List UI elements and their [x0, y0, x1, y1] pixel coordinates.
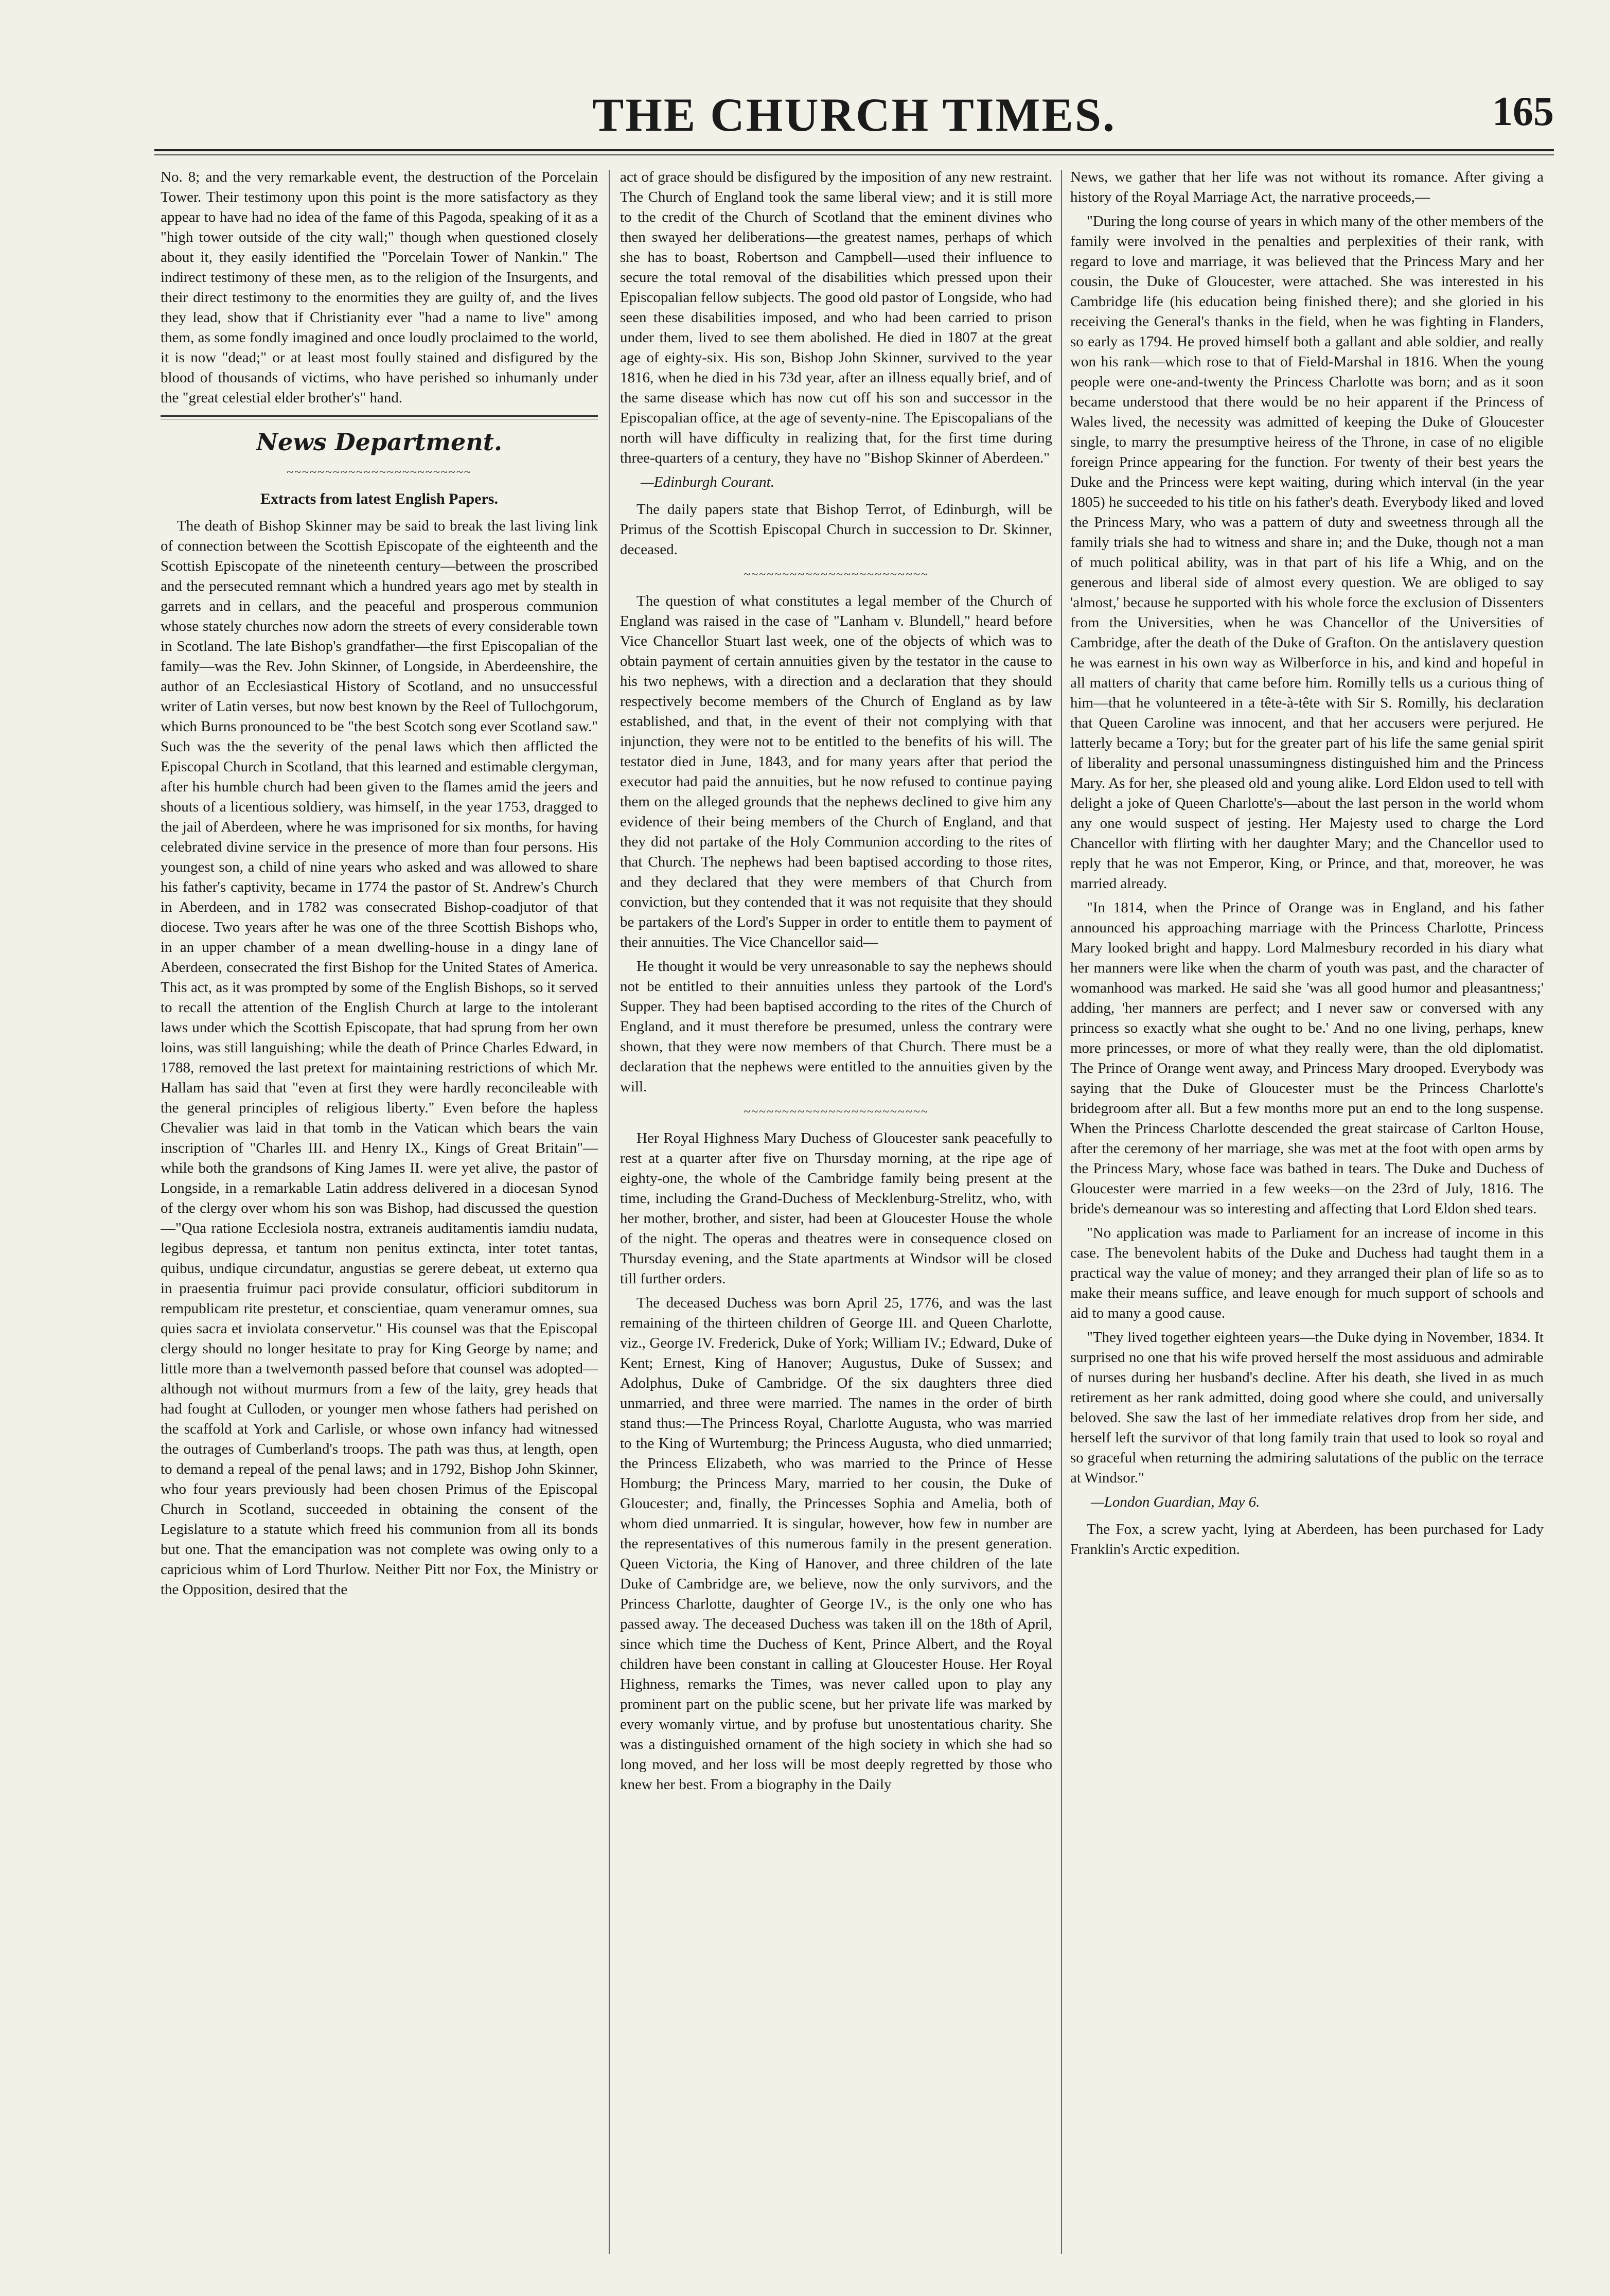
article-paragraph: He thought it would be very unreasonable to say the nephews should not be entitled to their annuities unless they partook of the Lord's Supper. They had been baptised according to the rites of the Church of England, and it must therefore be presumed, unless the contrary were shown, that they were now members of that Church. There must be a declaration that the nephews were entitled to the annuities given by the will. — [620, 958, 1052, 1095]
article-paragraph: News, we gather that her life was not without its romance. After giving a history of the Royal Marriage Act, the narrative proceeds,— — [1070, 169, 1544, 205]
column-divider — [1061, 170, 1062, 2254]
article-paragraph: The death of Bishop Skinner may be said to break the last living link of connection between the Scottish Episcopate of the eighteenth and the Scottish Episcopate of the nineteenth century—between the proscribed and the persecuted remnant which a hundred years ago met by stealth in garrets and in cellars, and the peaceful and prosperous communion whose stately churches now adorn the streets of every considerable town in Scotland. The late Bishop's grandfather—the first Episcopalian of the family—was the Rev. John Skinner, of Longside, in Aberdeenshire, the author of an Ecclesiastical History of Scotland, and no unsuccessful writer of Latin verses, but now best known by the Reel of Tullochgorum, which Burns pronounced to be "the best Scotch song ever Scotland saw." Such was the the severity of the penal laws which then afflicted the Episcopal Church in Scotland, that this learned and estimable clergyman, after his humble church had been given to the flames amid the jeers and shouts of a licentious soldiery, was himself, in the year 1753, dragged to the jail of Aberdeen, where he was imprisoned for six months, for having celebrated divine service in the presence of more than four persons. His youngest son, a child of nine years who asked and was allowed to share his father's captivity, became in 1774 the pastor of St. Andrew's Church in Aberdeen, and in 1782 was consecrated Bishop-coadjutor of that diocese. Two years after he was one of the three Scottish Bishops who, in an upper chamber of a mean dwelling-house in a dingy lane of Aberdeen, consecrated the first Bishop for the United States of America. This act, as it was prompted by some of the English Bishops, so it served to recall the attention of the English Church at large to the intolerant laws under which the Scottish Episcopate, that had sprung from her own loins, was still languishing; while the death of Prince Charles Edward, in 1788, removed the last pretext for maintaining restrictions of which Mr. Hallam has said that "even at first they were hardly reconcileable with the general principles of religious liberty." Even before the hapless Chevalier was laid in that tomb in the Vatican which bears the vain inscription of "Charles III. and Henry IX., Kings of Great Britain"—while both the grandsons of King James II. were yet alive, the pastor of Longside, in a remarkable Latin address delivered in a diocesan Synod of the clergy over whom his son was Bishop, had discussed the question—"Qua ratione Ecclesiola nostra, extraneis auditamentis iamdiu nudata, legibus depressa, et tantum non penitus extincta, inter totet tantas, quibus, undique circundatur, angustias se gerere debeat, ut externo qua in praesentia fruimur paci provide consulatur, officiori subditorum in rempublicam rite prestetur, et conscientiae, quam veneramur omnes, sua quies sacra et inviolata conservetur." His counsel was that the Episcopal clergy should no longer hesitate to pray for King George by name; and little more than a twelvemonth passed before that counsel was adopted—although not without murmurs from a few of the laity, grey heads that had fought at Culloden, or younger men whose fathers had perished on the scaffold at York and Carlisle, or whose own infancy had witnessed the outrages of Cumberland's troops. The path was thus, at length, open to demand a repeal of the penal laws; and in 1792, Bishop John Skinner, who four years previously had been chosen Primus of the Episcopal Church in Scotland, succeeded in obtaining the consent of the Legislature to a statute which freed his communion from all its bonds but one. That the emancipation was not complete was owing only to a capricious whim of Lord Thurlow. Neither Pitt nor Fox, the Ministry or the Opposition, desired that the — [161, 518, 598, 1598]
wave-separator: ~~~~~~~~~~~~~~~~~~~~~~~~ — [744, 1105, 929, 1119]
article-paragraph: Her Royal Highness Mary Duchess of Gloucester sank peacefully to rest at a quarter after five on Thursday morning, at the ripe age of eighty-one, the whole of the Cambridge family being present at the time, including the Grand-Duchess of Mecklenburg-Strelitz, who, with her mother, brother, and sister, had been at Gloucester House the whole of the night. The operas and theatres were in consequence closed on Thursday evening, and the State apartments at Windsor will be closed till further orders. — [620, 1130, 1052, 1287]
masthead-rule — [154, 149, 1554, 151]
article-paragraph: "During the long course of years in which many of the other members of the family were involved in the penalties and perplexities of their rank, with regard to love and marriage, it was believed that the Princess Mary and her cousin, the Duke of Gloucester, were attached. She was interested in his Cambridge life (his education being finished there); and she gloried in his receiving the General's thanks in the field, when he was fighting in Flanders, so early as 1794. He proved himself both a gallant and able soldier, and really won his rank—which rose to that of Field-Marshal in 1816. When the young people were one-and-twenty the Princess Charlotte was born; and as it soon became understood that there would be no heir apparent if the Princess of Wales lived, the necessity was admitted of keeping the Duke of Gloucester single, to marry the presumptive heiress of the Throne, in case of no eligible foreign Prince appearing for the function. For twenty of their best years the Duke and the Princess were kept waiting, during which interval (in the year 1805) he succeeded to his title on his father's death. Everybody liked and loved the Princess Mary, who was a pattern of duty and sweetness through all the family trials she had to witness and share in; and the Duke, though not a man of much political ability, was in that part of his life a Whig, and on the generous and liberal side of almost every question. We are obliged to say 'almost,' because he supported with his whole force the exclusion of Dissenters from the Universities, when he was Chancellor of the Universities of Cambridge, after the death of the Duke of Grafton. On the antislavery question he was earnest in his own way as Wilberforce in his, and kind and hopeful in all matters of charity that came before him. Romilly tells us a curious thing of him—that he volunteered in a tête-à-tête with Sir S. Romilly, his declaration that Queen Caroline was innocent, and that her accusers were perjured. He latterly became a Tory; but for the greater part of his life the same genial spirit of liberality and personal unassumingness distinguished him and the Princess Mary. As for her, she pleased old and young alike. Lord Eldon used to tell with delight a joke of Queen Charlotte's—about the last person in the world whom any one would suspect of jesting. Her Majesty used to charge the Lord Chancellor with flirting with her daughter Mary; and the Chancellor used to reply that he was not Emperor, King, or Prince, and that, moreover, he was married already. — [1070, 213, 1544, 892]
section-rule — [161, 415, 598, 417]
masthead — [154, 82, 1554, 144]
article-paragraph: The deceased Duchess was born April 25, 1776, and was the last remaining of the thirteen children of George III. and Queen Charlotte, viz., George IV. Frederick, Duke of York; William IV.; Edward, Duke of Kent; Ernest, King of Hanover; Augustus, Duke of Sussex; and Adolphus, Duke of Cambridge. Of the six daughters three died unmarried, and three were married. The names in the order of birth stand thus:—The Princess Royal, Charlotte Augusta, who was married to the King of Wurtemburg; the Princess Augusta, who died unmarried; the Princess Elizabeth, who was married to the Prince of Hesse Homburg; the Princess Mary, married to her cousin, the Duke of Gloucester; and, finally, the Princesses Sophia and Amelia, both of whom died unmarried. It is singular, however, how few in number are the representatives of this numerous family in the present generation. Queen Victoria, the King of Hanover, and three children of the late Duke of Cambridge are, we believe, now the only survivors, and the Princess Charlotte, daughter of George IV., is the only one who has passed away. The deceased Duchess was taken ill on the 18th of April, since which time the Duchess of Kent, Prince Albert, and the Royal children have been constant in calling at Gloucester House. Her Royal Highness, remarks the Times, was never called upon to play any prominent part on the public scene, but her private life was marked by every womanly virtue, and by profuse but unostentatious charity. She was a distinguished ornament of the high society in which she had so long moved, and her loss will be most deeply regretted by those who knew her best. From a biography in the Daily — [620, 1295, 1052, 1793]
article-paragraph: "No application was made to Parliament for an increase of income in this case. The benevolent habits of the Duke and Duchess had taught them in a practical way the value of money; and they arranged their plan of life so as to make their means suffice, and leave enough for much support of schools and aid to many a good cause. — [1070, 1225, 1544, 1321]
article-paragraph: The question of what constitutes a legal member of the Church of England was raised in the case of "Lanham v. Blundell," heard before Vice Chancellor Stuart last week, one of the objects of which was to obtain payment of certain annuities given by the testator in the cause to his two nephews, with a direction and a declaration that they should respectively become members of the Church of England as by law established, and that, in the event of their not complying with that injunction, they were not to be entitled to the benefits of his will. The testator died in June, 1843, and for many years after that period the executor had paid the annuities, but he now refused to continue paying them on the alleged grounds that the nephews declined to give him any evidence of their being members of the Church of England, and that they did not partake of the Holy Communion according to the rites of that Church. The nephews had been baptised according to those rites, and they declared that they were members of that Church from conviction, but they contended that it was not requisite that they should be partakers of the Lord's Supper in order to entitle them to payment of their annuities. The Vice Chancellor said— — [620, 593, 1052, 950]
masthead-rule-thin — [154, 154, 1554, 155]
wave-separator: ~~~~~~~~~~~~~~~~~~~~~~~~ — [744, 568, 929, 581]
column-2 — [620, 167, 1052, 2267]
source-credit: —London Guardian, May 6. — [1091, 1494, 1260, 1510]
page-number: 165 — [1492, 89, 1554, 134]
newspaper-title: THE CHURCH TIMES. — [592, 89, 1117, 141]
column-3 — [1070, 167, 1544, 2267]
source-credit: —Edinburgh Courant. — [641, 474, 774, 490]
section-heading: News Department. — [256, 428, 503, 456]
article-paragraph: The daily papers state that Bishop Terrot, of Edinburgh, will be Primus of the Scottish Episcopal Church in succession to Dr. Skinner, deceased. — [620, 501, 1052, 558]
column-divider — [609, 170, 610, 2254]
article-paragraph: "In 1814, when the Prince of Orange was in England, and his father announced his approaching marriage with the Princess Charlotte, Princess Mary looked bright and happy. Lord Malmesbury recorded in his diary what her manners were like when the charm of youth was past, and the character of womanhood was marked. He said she 'was all good humor and pleasantness;' adding, 'her manners are perfect; and I never saw or conversed with any princess so exactly what she ought to be.' And no one living, perhaps, knew more princesses, or more of what they really were, than the old diplomatist. The Prince of Orange went away, and Princess Mary drooped. Everybody was saying that the Duke of Gloucester must be the Princess Charlotte's bridegroom after all. But a few months more put an end to the long suspense. When the Princess Charlotte descended the great staircase of Carlton House, after the ceremony of her marriage, she was met at the foot with open arms by the Princess Mary, whose face was bathed in tears. The Duke and Duchess of Gloucester were married in a few weeks—on the 23rd of July, 1816. The bride's demeanour was so interesting and affecting that Lord Eldon shed tears. — [1070, 899, 1544, 1217]
article-paragraph: act of grace should be disfigured by the imposition of any new restraint. The Church of England took the same liberal view; and it is still more to the credit of the Church of Scotland that the eminent divines who then swayed her deliberations—the greatest names, perhaps of which she has to boast, Robertson and Campbell—used their influence to secure the total removal of the disabilities which pressed upon their Episcopalian fellow subjects. The good old pastor of Longside, who had seen these disabilities imposed, and who had been carried to prison under them, lived to see them abolished. He died in 1807 at the great age of eighty-six. His son, Bishop John Skinner, survived to the year 1816, when he died in his 73d year, after an illness equally brief, and of the same disease which has now cut off his son and successor in the Episcopalian office, at the age of seventy-nine. The Episcopalians of the north will have difficulty in realizing that, for the first time during three-quarters of a century, they have no "Bishop Skinner of Aberdeen." — [620, 169, 1052, 466]
column-1 — [161, 167, 598, 2267]
article-paragraph: "They lived together eighteen years—the Duke dying in November, 1834. It surprised no one that his wife proved herself the most assiduous and admirable of nurses during her husband's decline. After his death, she lived in as much retirement as her rank admitted, doing good where she could, and universally beloved. She saw the last of her immediate relatives drop from her side, and herself left the survivor of that long family train that used to look so royal and so graceful when returning the admiring salutations of the public on the terrace at Windsor." — [1070, 1329, 1544, 1486]
article-paragraph: No. 8; and the very remarkable event, the destruction of the Porcelain Tower. Their testimony upon this point is the more satisfactory as they appear to have had no idea of the fame of this Pagoda, speaking of it as a "high tower outside of the city wall;" though when questioned closely about it, they easily identified the "Porcelain Tower of Nankin." The indirect testimony of these men, as to the religion of the Insurgents, and their direct testimony to the enormities they are guilty of, and the lives they lead, show that if Christianity ever "had a name to live" among them, as some fondly imagined and once loudly proclaimed to the world, it is now "dead;" or at least most foully stained and disfigured by the blood of thousands of victims, who have perished so inhumanly under the "great celestial elder brother's" hand. — [161, 169, 598, 406]
article-paragraph: The Fox, a screw yacht, lying at Aberdeen, has been purchased for Lady Franklin's Arctic expedition. — [1070, 1521, 1544, 1558]
wave-separator: ~~~~~~~~~~~~~~~~~~~~~~~~ — [287, 466, 472, 479]
section-subheading: Extracts from latest English Papers. — [260, 490, 498, 507]
